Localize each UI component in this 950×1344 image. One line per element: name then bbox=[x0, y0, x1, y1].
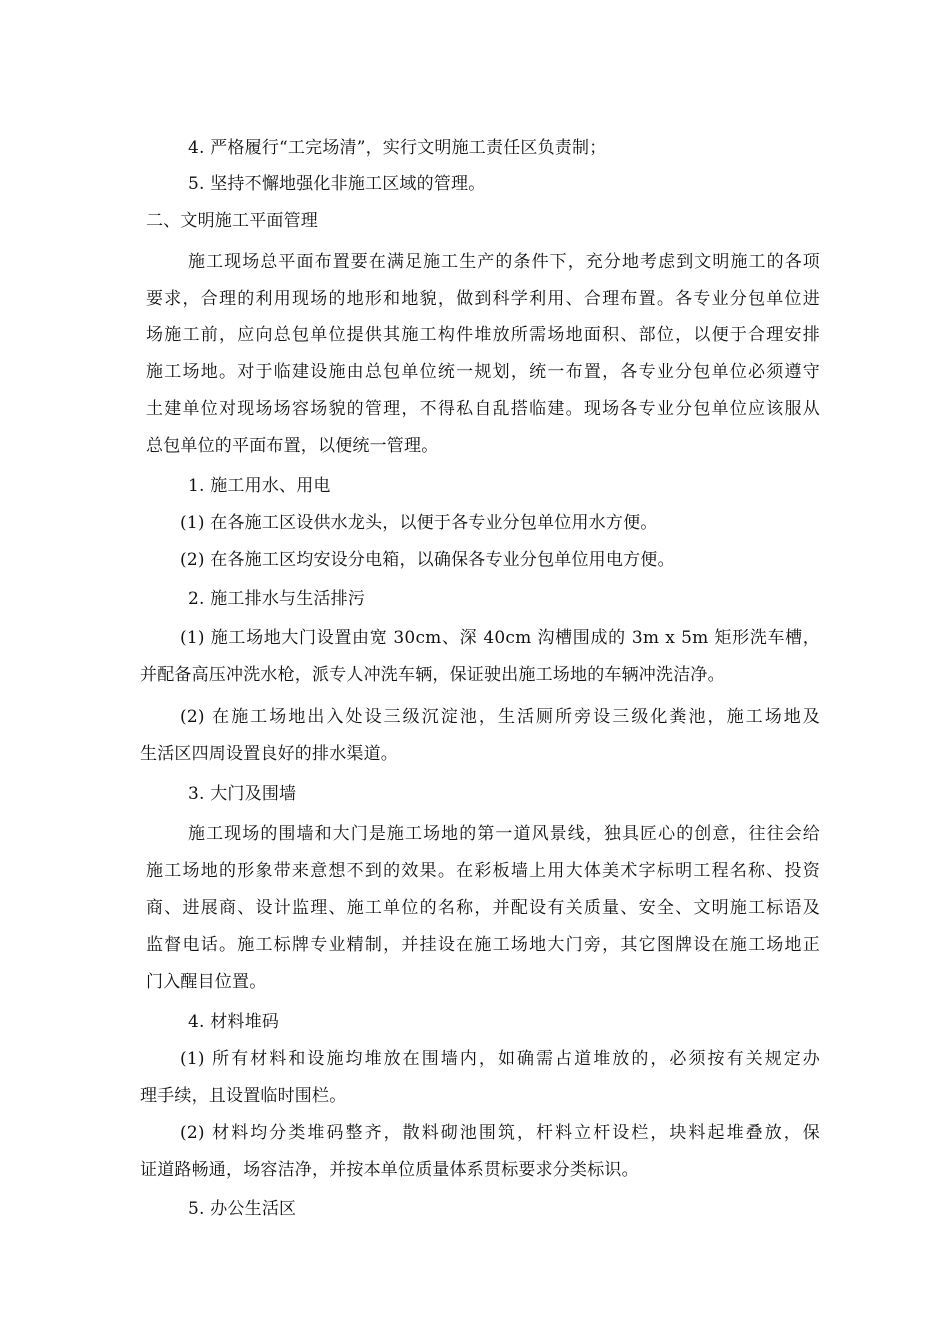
paragraph-line: 商、进展商、设计监理、施工单位的名称，并配设有关质量、安全、文明施工标语及 bbox=[146, 898, 820, 918]
subheading-gate-wall: 3. 大门及围墙 bbox=[188, 784, 297, 804]
paragraph-line: 监督电话。施工标牌专业精制，并挂设在施工场地大门旁，其它图牌设在施工场地正 bbox=[146, 935, 820, 955]
subheading-material-stacking: 4. 材料堆码 bbox=[188, 1012, 280, 1032]
paragraph-line: 施工场地。对于临建设施由总包单位统一规划，统一布置，各专业分包单位必须遵守 bbox=[146, 362, 820, 382]
paragraph-line: 总包单位的平面布置，以便统一管理。 bbox=[146, 436, 439, 456]
paragraph-line: (1) 施工场地大门设置由宽 30cm、深 40cm 沟槽围成的 3m x 5m 矩形洗车槽， bbox=[180, 628, 820, 648]
paragraph-line: 施工现场总平面布置要在满足施工生产的条件下，充分地考虑到文明施工的各项 bbox=[188, 252, 820, 272]
list-item-4-clean-site: 4. 严格履行“工完场清”，实行文明施工责任区负责制； bbox=[188, 138, 607, 158]
paragraph-line: 施工现场的围墙和大门是施工场地的第一道风景线，独具匠心的创意，往往会给 bbox=[188, 824, 820, 844]
list-item-power-boxes: (2) 在各施工区均安设分电箱，以确保各专业分包单位用电方便。 bbox=[180, 550, 675, 570]
paragraph-line: 生活区四周设置良好的排水渠道。 bbox=[140, 744, 398, 764]
paragraph-line: (2) 在施工场地出入处设三级沉淀池，生活厕所旁设三级化粪池，施工场地及 bbox=[180, 707, 820, 727]
paragraph-line: 证道路畅通，场容洁净，并按本单位质量体系贯标要求分类标识。 bbox=[140, 1160, 639, 1180]
paragraph-line: (1) 所有材料和设施均堆放在围墙内，如确需占道堆放的，必须按有关规定办 bbox=[180, 1049, 820, 1069]
list-item-water-taps: (1) 在各施工区设供水龙头，以便于各专业分包单位用水方便。 bbox=[180, 513, 658, 533]
subheading-water-power: 1. 施工用水、用电 bbox=[188, 476, 331, 496]
subheading-drainage: 2. 施工排水与生活排污 bbox=[188, 589, 366, 609]
paragraph-line: 施工场地的形象带来意想不到的效果。在彩板墙上用大体美术字标明工程名称、投资 bbox=[146, 861, 820, 881]
paragraph-line: 土建单位对现场场容场貌的管理，不得私自乱搭临建。现场各专业分包单位应该服从 bbox=[146, 399, 820, 419]
paragraph-line: 理手续，且设置临时围栏。 bbox=[140, 1086, 347, 1106]
list-item-5-non-construction-area: 5. 坚持不懈地强化非施工区域的管理。 bbox=[188, 174, 486, 194]
paragraph-line: 门入醒目位置。 bbox=[146, 972, 267, 992]
subheading-office-living-area: 5. 办公生活区 bbox=[188, 1199, 297, 1219]
paragraph-line: 要求，合理的利用现场的地形和地貌，做到科学利用、合理布置。各专业分包单位进 bbox=[146, 289, 820, 309]
paragraph-line: 并配备高压冲洗水枪，派专人冲洗车辆，保证驶出施工场地的车辆冲洗洁净。 bbox=[140, 665, 725, 685]
paragraph-line: 场施工前，应向总包单位提供其施工构件堆放所需场地面积、部位，以便于合理安排 bbox=[146, 325, 820, 345]
section-heading-plan-management: 二、文明施工平面管理 bbox=[146, 211, 318, 231]
paragraph-line: (2) 材料均分类堆码整齐，散料砌池围筑，杆料立杆设栏，块料起堆叠放，保 bbox=[180, 1123, 820, 1143]
